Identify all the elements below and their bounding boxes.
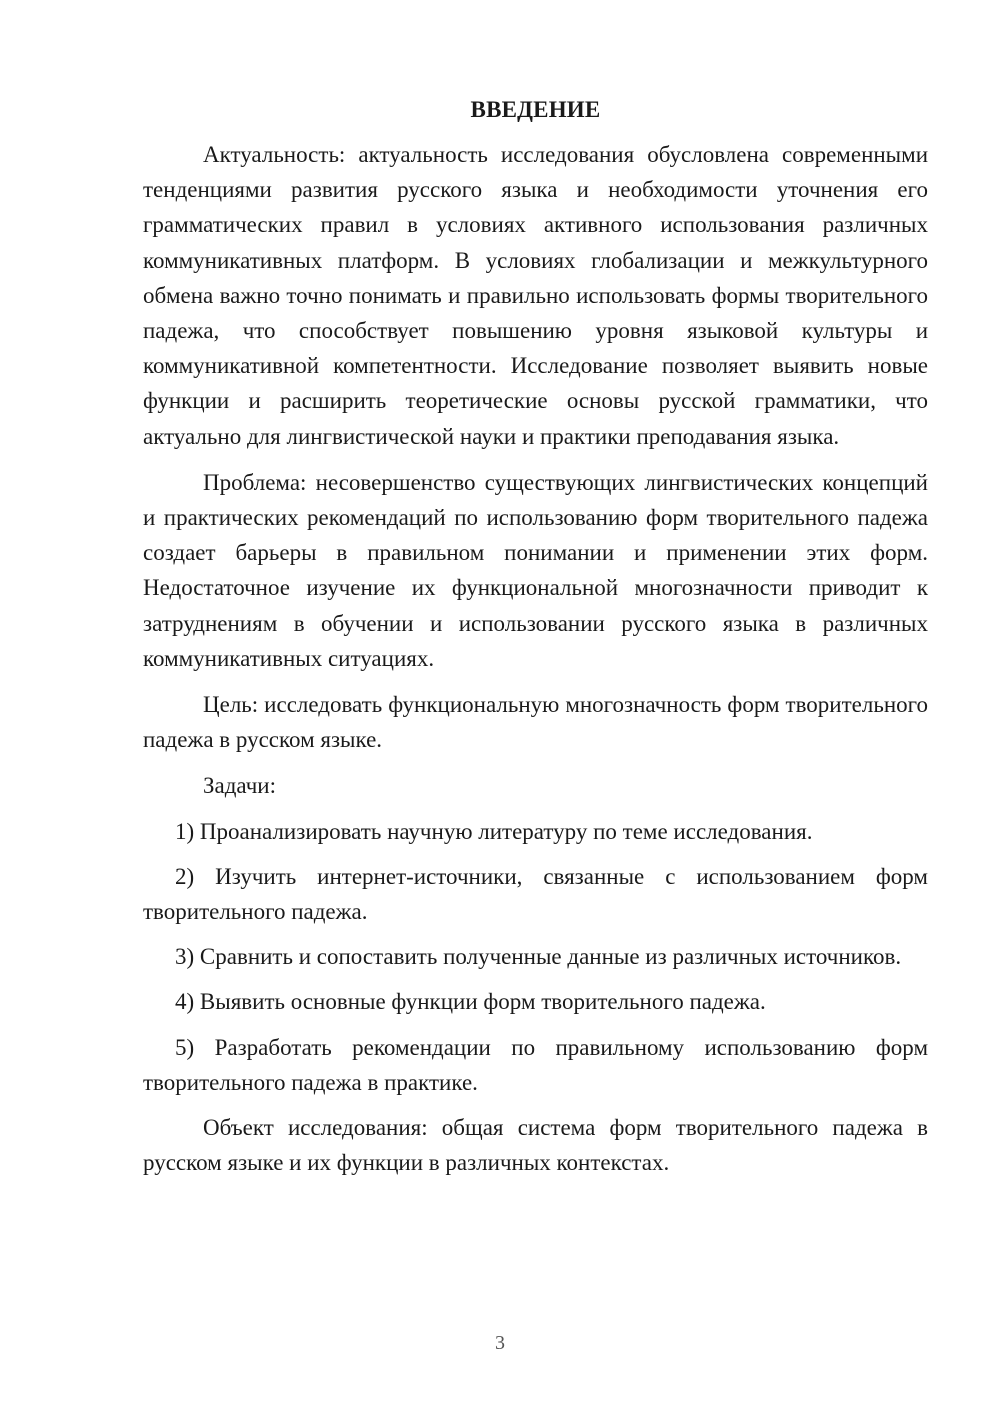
- paragraph-object: Объект исследования: общая система форм творительного падежа в русском языке и их функции в различных контекстах.: [143, 1115, 928, 1176]
- paragraph-goal: Цель: исследовать функциональную многозначность форм творительного падежа в русском языке.: [143, 692, 928, 753]
- paragraph-problem: Проблема: несовершенство существующих лингвистических концепций и практических рекомендаций по использованию форм творительного падежа создает барьеры в правильном понимании и применении этих форм. Недостаточное изучение их функциональной многозначности приводит к затруднениям в обучении и использовании русского языка в различных коммуникативных ситуациях.: [143, 469, 928, 671]
- task-item-3: 3) Сравнить и сопоставить полученные данные из различных источников.: [175, 944, 902, 970]
- document-page: [143, 92, 928, 1180]
- task-item-2: 2) Изучить интернет-источники, связанные с использованием форм творительного падежа.: [143, 863, 928, 925]
- task-item-1: 1) Проанализировать научную литературу по теме исследования.: [175, 818, 813, 844]
- page-title: ВВЕДЕНИЕ: [470, 97, 601, 122]
- task-item-5: 5) Разработать рекомендации по правильному использованию форм творительного падежа в практике.: [143, 1034, 928, 1095]
- task-item-4: 4) Выявить основные функции форм творительного падежа.: [175, 989, 766, 1015]
- tasks-heading: Задачи:: [203, 773, 276, 799]
- paragraph-relevance: Актуальность: актуальность исследования обусловлена современными тенденциями развития русского языка и необходимости уточнения его грамматических правил в условиях активного использования различных коммуникативных платформ. В условиях глобализации и межкультурного обмена важно точно понимать и правильно использовать формы творительного падежа, что способствует повышению уровня языковой культуры и коммуникативной компетентности. Исследование позволяет выявить новые функции и расширить теоретические основы русской грамматики, что актуально для лингвистической науки и практики преподавания языка.: [143, 142, 928, 449]
- page-number: 3: [495, 1332, 505, 1354]
